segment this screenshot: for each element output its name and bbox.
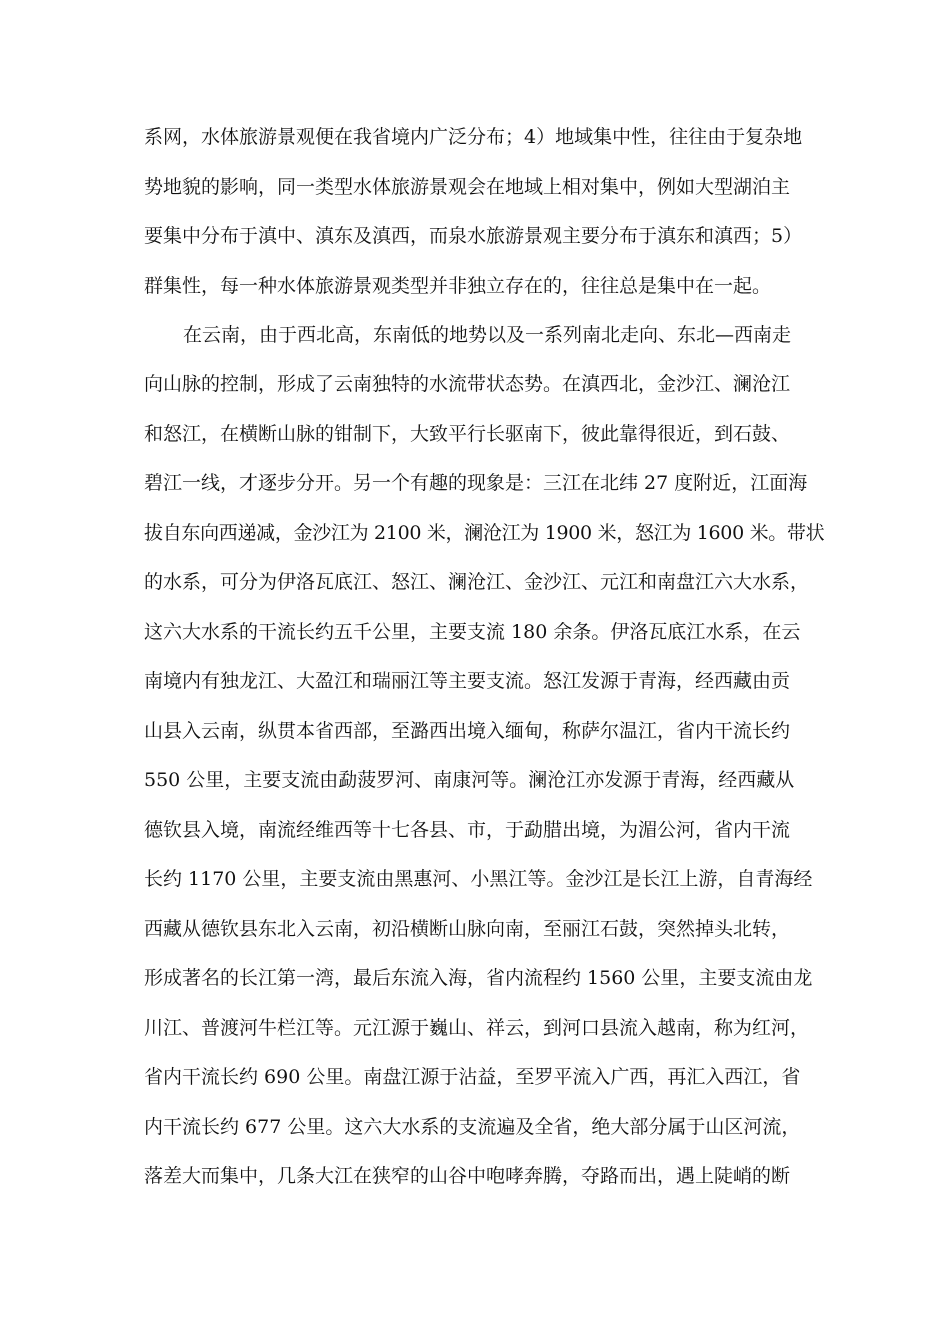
text-line: 内干流长约 677 公里。这六大水系的支流遍及全省，绝大部分属于山区河流，: [144, 1116, 801, 1138]
text-line: 和怒江，在横断山脉的钳制下，大致平行长驱南下，彼此靠得很近，到石鼓、: [144, 423, 791, 445]
text-line: 落差大而集中，几条大江在狭窄的山谷中咆哮奔腾，夺路而出，遇上陡峭的断: [144, 1165, 791, 1187]
text-line: 系网，水体旅游景观便在我省境内广泛分布；4）地域集中性，往往由于复杂地: [144, 126, 803, 148]
text-line: 拔自东向西递减，金沙江为 2100 米，澜沧江为 1900 米，怒江为 1600 米。带状: [144, 522, 825, 544]
text-line: 西藏从德钦县东北入云南，初沿横断山脉向南，至丽江石鼓，突然掉头北转，: [144, 918, 791, 940]
text-line: 碧江一线，才逐步分开。另一个有趣的现象是：三江在北纬 27 度附近，江面海: [144, 472, 808, 494]
text-line: 形成著名的长江第一湾，最后东流入海，省内流程约 1560 公里，主要支流由龙: [144, 967, 813, 989]
text-line: 德钦县入境，南流经维西等十七各县、市，于勐腊出境，为湄公河，省内干流: [144, 819, 791, 841]
paragraph-first-line: 在云南，由于西北高，东南低的地势以及一系列南北走向、东北—西南走: [183, 324, 792, 346]
text-line: 省内干流长约 690 公里。南盘江源于沾益，至罗平流入广西，再汇入西江，省: [144, 1066, 801, 1088]
text-line: 向山脉的控制，形成了云南独特的水流带状态势。在滇西北，金沙江、澜沧江: [144, 373, 791, 395]
text-line: 势地貌的影响，同一类型水体旅游景观会在地域上相对集中，例如大型湖泊主: [144, 176, 791, 198]
text-line: 南境内有独龙江、大盈江和瑞丽江等主要支流。怒江发源于青海，经西藏由贡: [144, 670, 791, 692]
text-line: 川江、普渡河牛栏江等。元江源于巍山、祥云，到河口县流入越南，称为红河，: [144, 1017, 810, 1039]
text-line: 550 公里，主要支流由勐菠罗河、南康河等。澜沧江亦发源于青海，经西藏从: [144, 769, 795, 791]
text-line: 这六大水系的干流长约五千公里，主要支流 180 余条。伊洛瓦底江水系，在云: [144, 621, 801, 643]
text-line: 要集中分布于滇中、滇东及滇西，而泉水旅游景观主要分布于滇东和滇西；5）: [144, 225, 803, 247]
text-line: 山县入云南，纵贯本省西部，至潞西出境入缅甸，称萨尔温江，省内干流长约: [144, 720, 791, 742]
text-line: 的水系，可分为伊洛瓦底江、怒江、澜沧江、金沙江、元江和南盘江六大水系，: [144, 571, 810, 593]
text-line: 群集性，每一种水体旅游景观类型并非独立存在的，往往总是集中在一起。: [144, 275, 772, 297]
text-line: 长约 1170 公里，主要支流由黑惠河、小黑江等。金沙江是长江上游，自青海经: [144, 868, 813, 890]
